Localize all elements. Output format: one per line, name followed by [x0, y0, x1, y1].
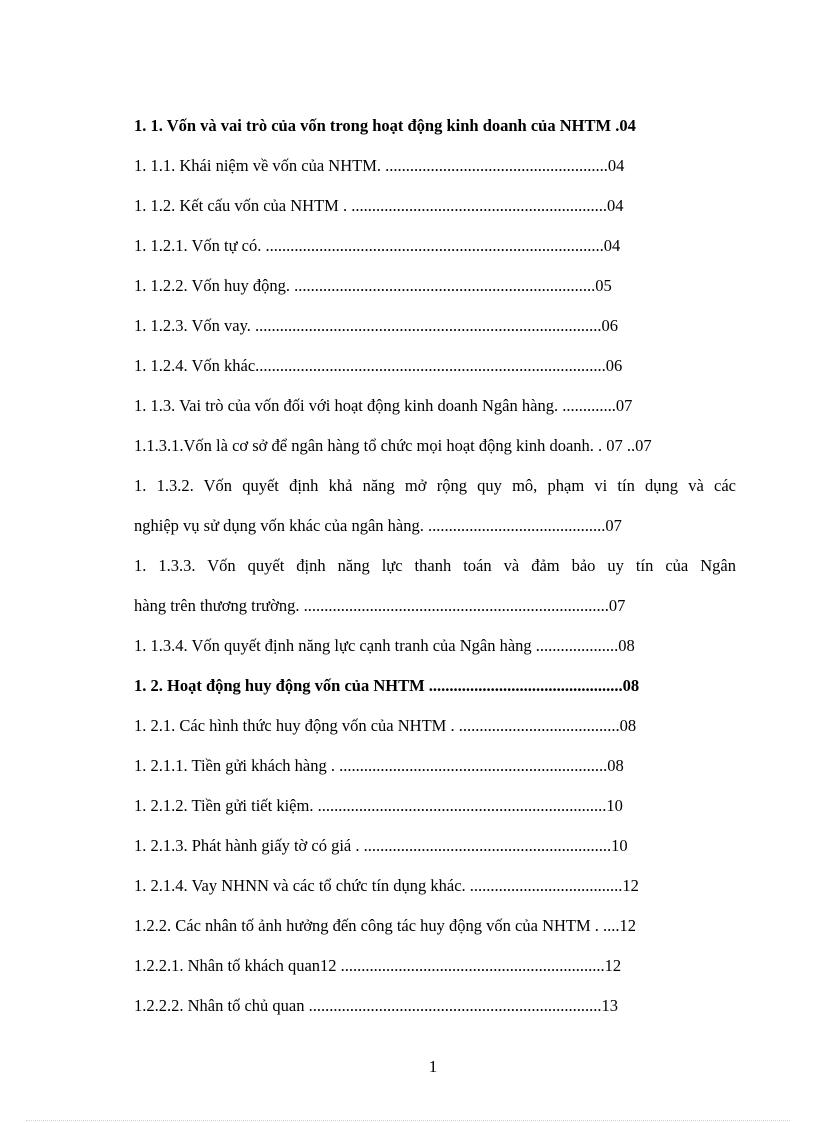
toc-entry: 1. 1.2.2. Vốn huy động. .........................................................................05	[134, 276, 612, 295]
toc-entry: 1.1.3.1.Vốn là cơ sở để ngân hàng tổ chức mọi hoạt động kinh doanh. . 07 ..07	[134, 436, 652, 455]
page-number: 1	[428, 1057, 438, 1076]
toc-entry: 1. 1.3.2. Vốn quyết định khả năng mở rộng quy mô, phạm vi tín dụng và các	[134, 476, 736, 495]
toc-entry: 1. 1.3.4. Vốn quyết định năng lực cạnh tranh của Ngân hàng ....................08	[134, 636, 635, 655]
toc-entry: 1. 1.2.3. Vốn vay. ....................................................................................06	[134, 316, 618, 335]
toc-entry: 1. 1. Vốn và vai trò của vốn trong hoạt động kinh doanh của NHTM .04	[134, 116, 636, 135]
toc-entry: 1. 2.1. Các hình thức huy động vốn của NHTM . .......................................08	[134, 716, 637, 735]
table-of-contents	[134, 106, 736, 1026]
toc-entry: 1. 2.1.1. Tiền gửi khách hàng . .................................................................08	[134, 756, 624, 775]
toc-entry: 1.2.2. Các nhân tố ảnh hưởng đến công tác huy động vốn của NHTM . ....12	[134, 916, 637, 935]
toc-entry: hàng trên thương trường. ..........................................................................07	[134, 596, 626, 615]
toc-entry: 1. 1.3. Vai trò của vốn đối với hoạt động kinh doanh Ngân hàng. .............07	[134, 396, 633, 415]
toc-entry: 1. 1.1. Khái niệm về vốn của NHTM. ......................................................04	[134, 156, 625, 175]
toc-entry: 1. 1.2.1. Vốn tự có. ..................................................................................04	[134, 236, 621, 255]
toc-entry: 1. 1.3.3. Vốn quyết định năng lực thanh toán và đảm bảo uy tín của Ngân	[134, 556, 736, 575]
toc-entry: 1. 1.2. Kết cấu vốn của NHTM . ..............................................................04	[134, 196, 624, 215]
toc-entry: 1. 2.1.4. Vay NHNN và các tổ chức tín dụng khác. .....................................12	[134, 876, 639, 895]
toc-entry: 1.2.2.2. Nhân tố chủ quan .......................................................................13	[134, 996, 618, 1015]
toc-entry: 1.2.2.1. Nhân tố khách quan12 ................................................................12	[134, 956, 622, 975]
page-bottom-divider	[26, 1120, 790, 1121]
toc-entry: 1. 2. Hoạt động huy động vốn của NHTM ...............................................08	[134, 676, 640, 695]
toc-entry: nghiệp vụ sử dụng vốn khác của ngân hàng. ...........................................07	[134, 516, 622, 535]
toc-entry: 1. 2.1.2. Tiền gửi tiết kiệm. ......................................................................10	[134, 796, 623, 815]
toc-entry: 1. 1.2.4. Vốn khác.....................................................................................06	[134, 356, 623, 375]
toc-entry: 1. 2.1.3. Phát hành giấy tờ có giá . ............................................................10	[134, 836, 628, 855]
